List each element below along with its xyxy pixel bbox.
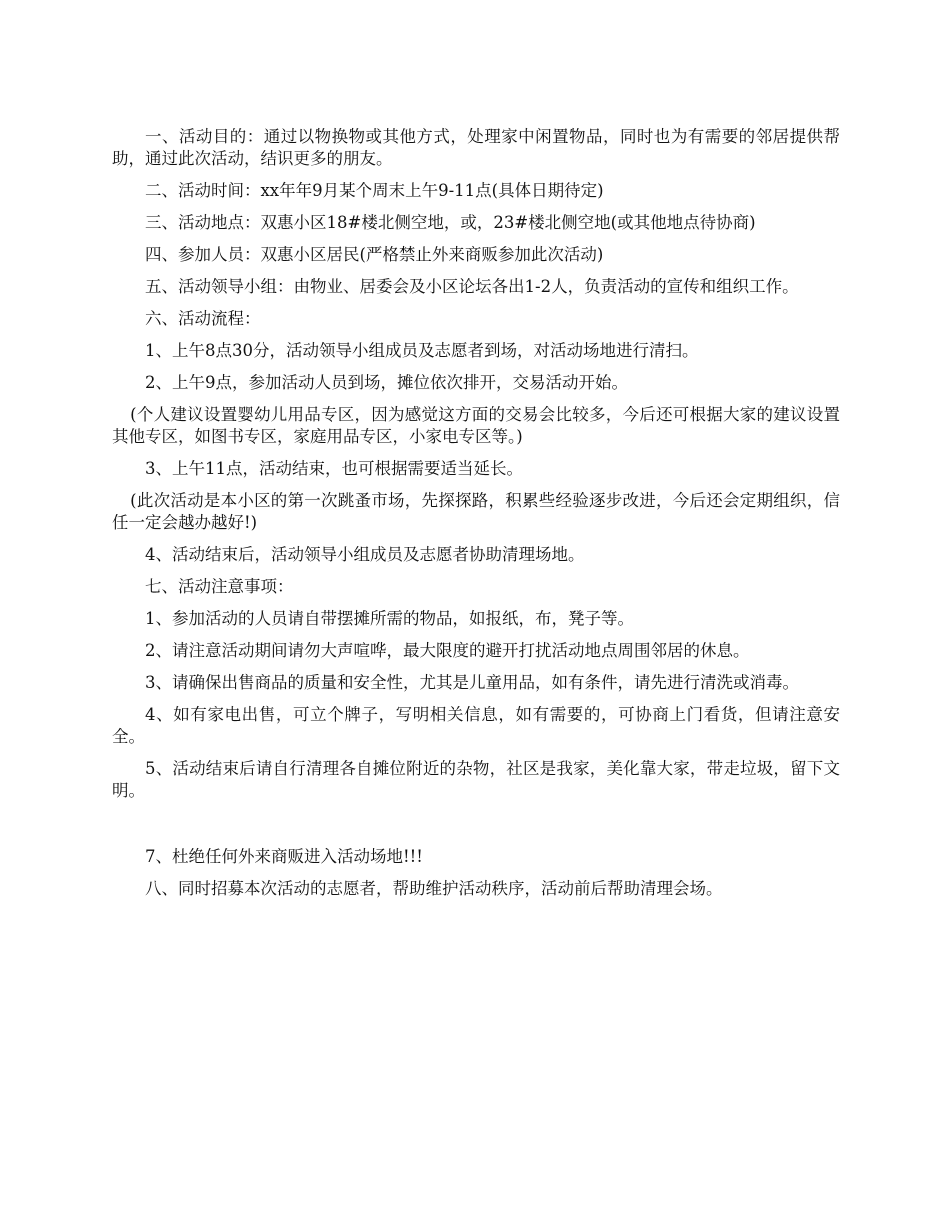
paragraph-note-1: 1、参加活动的人员请自带摆摊所需的物品，如报纸，布，凳子等。 <box>145 609 634 628</box>
paragraph-note-2: 2、请注意活动期间请勿大声喧哗，最大限度的避开打扰活动地点周围邻居的休息。 <box>145 641 750 660</box>
paragraph-note-3: 3、请确保出售商品的质量和安全性，尤其是儿童用品，如有条件，请先进行清洗或消毒。 <box>145 673 799 692</box>
paragraph-activity-purpose: 一、活动目的：通过以物换物或其他方式，处理家中闲置物品，同时也为有需要的邻居提供帮助，通过此次活动，结识更多的朋友。 <box>112 127 840 168</box>
paragraph-note-7: 7、杜绝任何外来商贩进入活动场地!!! <box>145 847 423 866</box>
paragraph-process-heading: 六、活动流程： <box>145 309 261 328</box>
paragraph-process-step-4: 4、活动结束后，活动领导小组成员及志愿者协助清理场地。 <box>145 545 585 564</box>
paragraph-activity-location: 三、活动地点：双惠小区18#楼北侧空地，或，23#楼北侧空地(或其他地点待协商) <box>145 213 756 232</box>
paragraph-volunteer-recruitment: 八、同时招募本次活动的志愿者，帮助维护活动秩序，活动前后帮助清理会场。 <box>145 879 723 898</box>
paragraph-leadership-group: 五、活动领导小组：由物业、居委会及小区论坛各出1-2人，负责活动的宣传和组织工作。 <box>145 277 799 296</box>
paragraph-participants: 四、参加人员：双惠小区居民(严格禁止外来商贩参加此次活动) <box>145 245 604 264</box>
paragraph-process-note-1: (个人建议设置婴幼儿用品专区，因为感觉这方面的交易会比较多，今后还可根据大家的建议设置其他专区，如图书专区，家庭用品专区，小家电专区等。) <box>112 405 840 446</box>
paragraph-process-step-2: 2、上午9点，参加活动人员到场，摊位依次排开，交易活动开始。 <box>145 373 628 392</box>
paragraph-note-5: 5、活动结束后请自行清理各自摊位附近的杂物，社区是我家，美化靠大家，带走垃圾，留下文明。 <box>112 759 840 800</box>
paragraph-notes-heading: 七、活动注意事项： <box>145 577 294 596</box>
paragraph-process-step-1: 1、上午8点30分，活动领导小组成员及志愿者到场，对活动场地进行清扫。 <box>145 341 699 360</box>
blank-gap <box>112 812 840 846</box>
paragraph-note-4: 4、如有家电出售，可立个牌子，写明相关信息，如有需要的，可协商上门看货，但请注意安全。 <box>112 705 840 746</box>
paragraph-process-note-2: (此次活动是本小区的第一次跳蚤市场，先探探路，积累些经验逐步改进，今后还会定期组织，信任一定会越办越好!) <box>112 491 840 532</box>
document-body <box>112 126 840 910</box>
paragraph-process-step-3: 3、上午11点，活动结束，也可根据需要适当延长。 <box>145 459 523 478</box>
paragraph-activity-time: 二、活动时间：xx年年9月某个周末上午9-11点(具体日期待定) <box>145 181 604 200</box>
